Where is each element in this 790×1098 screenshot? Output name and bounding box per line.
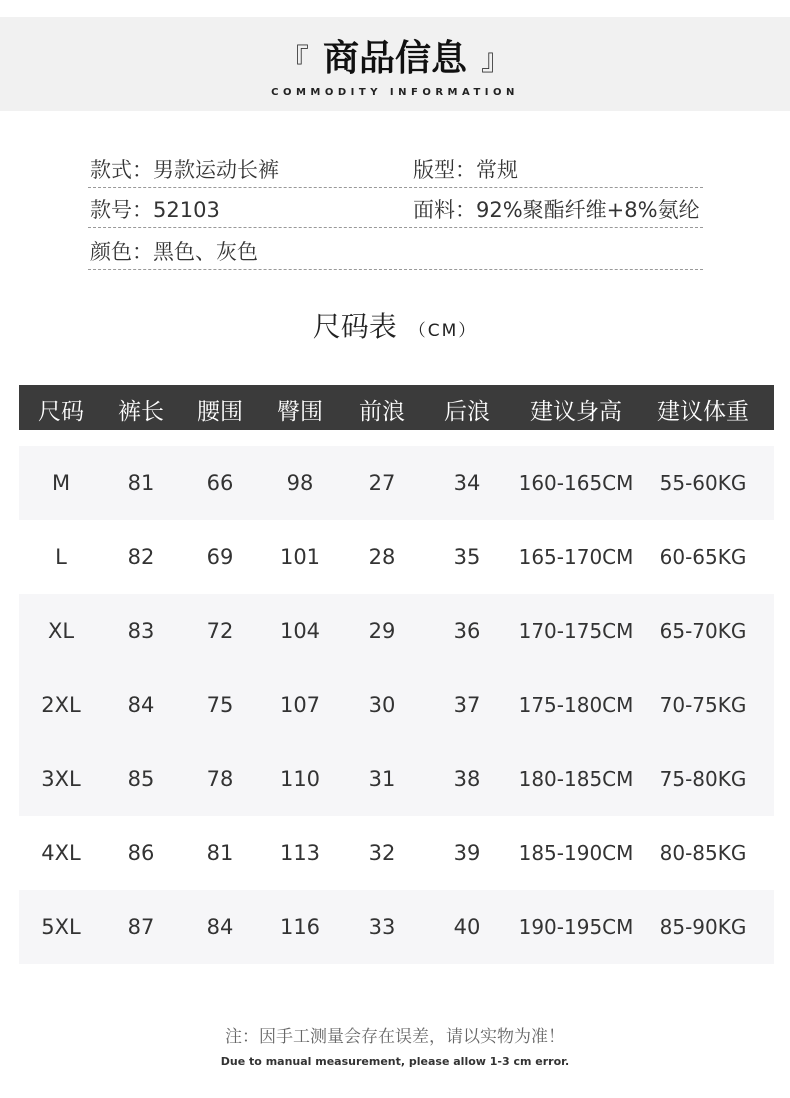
table-cell: 101	[279, 545, 321, 569]
table-cell: 66	[206, 471, 234, 495]
table-cell: 65-70KG	[659, 619, 747, 643]
table-cell: 98	[286, 471, 314, 495]
right-bracket: 』	[481, 43, 511, 78]
table-cell: 75-80KG	[659, 767, 747, 791]
table-cell: 116	[279, 915, 321, 939]
table-cell: 70-75KG	[659, 693, 747, 717]
table-cell: 3XL	[41, 767, 81, 791]
table-cell: 72	[206, 619, 234, 643]
table-cell: 35	[453, 545, 481, 569]
info-row	[88, 188, 703, 228]
page-title	[0, 30, 790, 81]
table-cell: 36	[453, 619, 481, 643]
table-row	[19, 594, 774, 668]
size-chart-title-text: 尺码表	[312, 310, 397, 343]
table-cell: 87	[127, 915, 155, 939]
color-label: 颜色：黑色、灰色	[90, 240, 258, 264]
fit-label: 版型：常规	[413, 158, 518, 182]
info-row	[88, 230, 703, 270]
table-cell: 107	[279, 693, 321, 717]
column-header: 尺码	[38, 399, 84, 425]
table-cell: 180-185CM	[518, 767, 634, 791]
table-row	[19, 668, 774, 742]
note-cn: 注：因手工测量会存在误差，请以实物为准！	[225, 1027, 565, 1047]
table-cell: 85-90KG	[659, 915, 747, 939]
column-header: 建议身高	[530, 399, 622, 425]
table-cell: 34	[453, 471, 481, 495]
table-cell: 5XL	[41, 915, 81, 939]
column-header: 后浪	[444, 399, 490, 425]
column-header: 臀围	[277, 399, 323, 425]
table-row	[19, 816, 774, 890]
table-cell: M	[51, 471, 71, 495]
table-row	[19, 742, 774, 816]
table-cell: 175-180CM	[518, 693, 634, 717]
table-cell: 113	[279, 841, 321, 865]
table-cell: 84	[127, 693, 155, 717]
table-row	[19, 446, 774, 520]
column-header: 建议体重	[657, 399, 749, 425]
page-subtitle: COMMODITY INFORMATION	[271, 87, 519, 98]
table-cell: 55-60KG	[659, 471, 747, 495]
table-row	[19, 890, 774, 964]
table-cell: 83	[127, 619, 155, 643]
column-header: 裤长	[118, 399, 164, 425]
title-text: 商品信息	[322, 38, 467, 79]
table-cell: 28	[368, 545, 396, 569]
table-cell: 160-165CM	[518, 471, 634, 495]
table-cell: 86	[127, 841, 155, 865]
table-cell: 190-195CM	[518, 915, 634, 939]
table-cell: 30	[368, 693, 396, 717]
table-cell: 60-65KG	[659, 545, 747, 569]
table-cell: 84	[206, 915, 234, 939]
note-en: Due to manual measurement, please allow 1-3 cm error.	[220, 1055, 570, 1068]
table-row	[19, 520, 774, 594]
table-cell: 81	[206, 841, 234, 865]
table-cell: 104	[279, 619, 321, 643]
item-number-label: 款号：52103	[90, 198, 220, 222]
table-cell: 38	[453, 767, 481, 791]
table-cell: 31	[368, 767, 396, 791]
size-chart-title	[0, 305, 790, 345]
table-cell: 33	[368, 915, 396, 939]
table-cell: 170-175CM	[518, 619, 634, 643]
table-cell: XL	[47, 619, 75, 643]
table-cell: 69	[206, 545, 234, 569]
table-cell: 40	[453, 915, 481, 939]
table-cell: 37	[453, 693, 481, 717]
table-cell: 2XL	[41, 693, 81, 717]
table-cell: L	[55, 545, 67, 569]
fabric-label: 面料：92%聚酯纤维+8%氨纶	[413, 198, 700, 222]
table-cell: 110	[279, 767, 321, 791]
column-header: 腰围	[197, 399, 243, 425]
info-row	[88, 148, 703, 188]
table-cell: 29	[368, 619, 396, 643]
table-cell: 27	[368, 471, 396, 495]
table-cell: 75	[206, 693, 234, 717]
style-label: 款式：男款运动长裤	[90, 158, 279, 182]
table-cell: 32	[368, 841, 396, 865]
table-cell: 165-170CM	[518, 545, 634, 569]
table-cell: 185-190CM	[518, 841, 634, 865]
table-cell: 82	[127, 545, 155, 569]
table-cell: 4XL	[41, 841, 81, 865]
table-header	[19, 385, 774, 430]
table-cell: 80-85KG	[659, 841, 747, 865]
size-chart-unit: （CM）	[408, 321, 478, 341]
table-cell: 39	[453, 841, 481, 865]
table-cell: 85	[127, 767, 155, 791]
table-cell: 81	[127, 471, 155, 495]
left-bracket: 『	[278, 43, 309, 78]
table-cell: 78	[206, 767, 234, 791]
column-header: 前浪	[359, 399, 405, 425]
